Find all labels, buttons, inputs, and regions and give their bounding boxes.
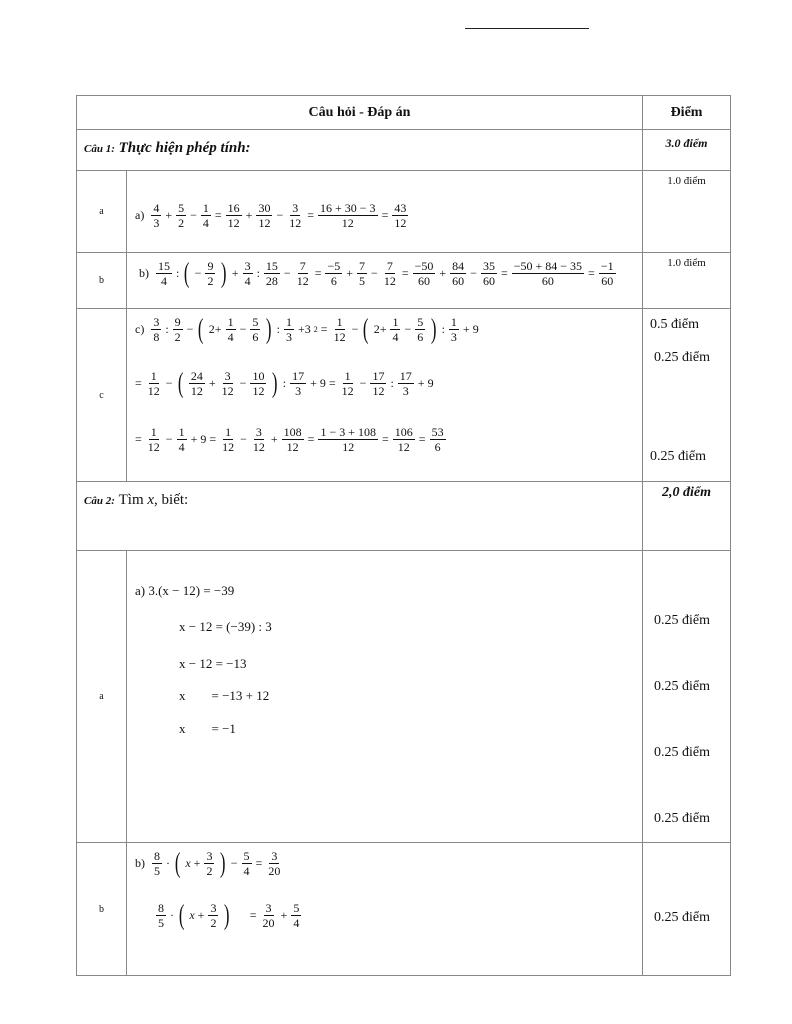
math-line: a) 3.(x − 12) = −39 [135, 583, 235, 598]
q2a-label: a [77, 551, 127, 843]
math-line: a) 4 3 + 5 2 − 1 4 = 16 12 + 30 12 − 3 12 = 16 + 30 − 3 12 = 43 12 [135, 201, 407, 230]
q1-title: Câu 1: Thực hiện phép tính: [77, 130, 643, 171]
q2-row [77, 482, 731, 551]
q1-points: 3.0 điểm [643, 130, 731, 171]
q1a-points: 1.0 điểm [643, 171, 731, 253]
q1c-label: c [77, 309, 127, 482]
math-line: x = −13 + 12 [179, 688, 270, 703]
points-label: 0.25 điểm [654, 679, 711, 694]
q2b-points [643, 843, 731, 976]
q2b-row [77, 843, 731, 976]
math-line: = 1 12 − ( 24 12 + 3 12 − 10 12 ) : 17 3 + 9 = 1 12 − 17 12 : 17 3 + 9 [135, 367, 434, 399]
q1c-row [77, 309, 731, 482]
answer-table [76, 95, 731, 976]
q2b-solution [127, 843, 643, 976]
math-line: c) 3 8 : 9 2 − ( 2+ 1 4 − 5 6 ) : 1 3 +3 2 = 1 12 − ( 2+ 1 4 − 5 6 ) : 1 3 + 9 [135, 313, 479, 345]
q1c-solution [127, 309, 643, 482]
q1a-row [77, 171, 731, 253]
math-line: = 1 12 − 1 4 + 9 = 1 12 − 3 12 + 108 12 = 1 − 3 + 108 12 = 106 12 = 53 6 [135, 425, 444, 454]
points-label: 0.25 điểm [654, 910, 711, 925]
points-label: 0.25 điểm [654, 811, 711, 826]
q2b-label: b [77, 843, 127, 976]
q2a-solution [127, 551, 643, 843]
points-label: 0.25 điểm [654, 350, 711, 365]
points-label: 0.25 điểm [654, 613, 711, 628]
header-row [77, 96, 731, 130]
q2a-points [643, 551, 731, 843]
math-line: b) 15 4 : ( − 9 2 ) + 3 4 : 15 28 − 7 12 = −5 6 + 7 5 − 7 12 = −50 60 + 84 60 − 35 60 = −50 + 84 − 35 60 = −1 60 [139, 257, 614, 289]
q1a-solution [127, 171, 643, 253]
q1b-label: b [77, 253, 127, 309]
q2a-row [77, 551, 731, 843]
math-line: x = −1 [179, 721, 236, 736]
q1a-label: a [77, 171, 127, 253]
top-rule [465, 28, 589, 29]
points-label: 0.25 điểm [654, 745, 711, 760]
math-line: 8 5 · ( x + 3 2 ) = 3 20 + 5 4 [158, 899, 300, 931]
q1-row [77, 130, 731, 171]
header-points: Điểm [643, 96, 731, 130]
math-line: b) 8 5 · ( x + 3 2 ) − 5 4 = 3 20 [135, 847, 281, 879]
points-label: 0.25 điểm [650, 449, 707, 464]
q1b-solution [127, 253, 643, 309]
q1c-points [643, 309, 731, 482]
header-question: Câu hỏi - Đáp án [77, 96, 643, 130]
q2-title: Câu 2: Tìm x, biết: [77, 482, 643, 551]
math-line: x − 12 = (−39) : 3 [179, 619, 272, 634]
q1b-row [77, 253, 731, 309]
points-label: 0.5 điểm [650, 317, 700, 332]
q1b-points: 1.0 điểm [643, 253, 731, 309]
q2-points: 2,0 điểm [643, 482, 731, 551]
math-line: x − 12 = −13 [179, 656, 247, 671]
